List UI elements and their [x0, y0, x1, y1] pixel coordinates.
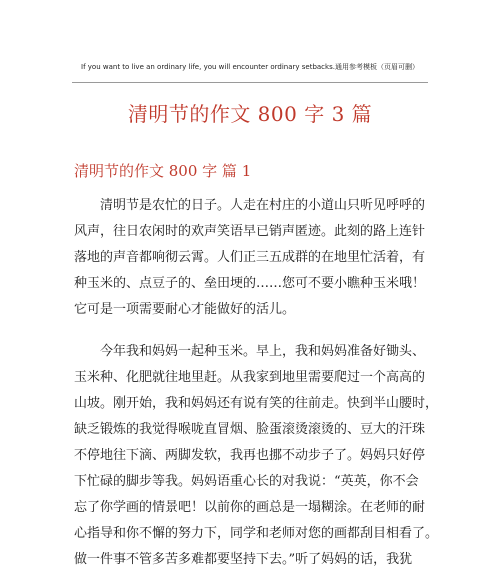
paragraph-line: 缺乏锻炼的我觉得喉咙直冒烟、脸蛋滚烫滚烫的、豆大的汗珠: [74, 422, 426, 437]
header-divider: [72, 82, 428, 83]
paragraph-line: 玉米种、化肥就往地里赶。从我家到地里需要爬过一个高高的: [74, 370, 426, 385]
paragraph-line: 忘了你学画的情景吧！以前你的画总是一塌糊涂。在老师的耐: [74, 500, 426, 515]
document-title: 清明节的作文 800 字 3 篇: [127, 102, 373, 126]
paragraph-line: 心指导和你不懈的努力下，同学和老师对您的画都刮目相看了。: [74, 526, 439, 541]
paragraph-line: 山坡。刚开始，我和妈妈还有说有笑的往前走。快到半山腰时，: [74, 396, 439, 411]
paragraph-line: 风声，往日农闲时的欢声笑语早已销声匿迹。此刻的路上连针: [74, 224, 426, 239]
paragraph-1: [74, 193, 430, 323]
paragraph-line: 下忙碌的脚步等我。妈妈语重心长的对我说：“英英，你不会: [74, 474, 419, 489]
paragraph-line: 不停地往下滴、两脚发软，我再也挪不动步子了。妈妈只好停: [74, 448, 426, 463]
paragraph-line: 它可是一项需要耐心才能做好的活儿。: [74, 302, 296, 317]
paragraph-line: 清明节是农忙的日子。人走在村庄的小道山只听见呼呼的: [74, 198, 426, 213]
paragraph-2: [74, 339, 439, 573]
paragraph-line: 做一件事不管多苦多难都要坚持下去。”听了妈妈的话，我犹: [74, 552, 413, 567]
page-header: If you want to live an ordinary life, you will encounter ordinary setbacks.通用参考模板（页眉可删）: [81, 63, 419, 71]
paragraph-line: 落地的声音都响彻云霄。人们正三五成群的在地里忙活着，有: [74, 250, 426, 265]
section-heading: 清明节的作文 800 字 篇 1: [74, 162, 252, 180]
paragraph-line: 种玉米的、点豆子的、垒田埂的……您可不要小瞧种玉米哦！: [74, 276, 426, 291]
paragraph-line: 今年我和妈妈一起种玉米。早上，我和妈妈准备好锄头、: [74, 344, 426, 359]
